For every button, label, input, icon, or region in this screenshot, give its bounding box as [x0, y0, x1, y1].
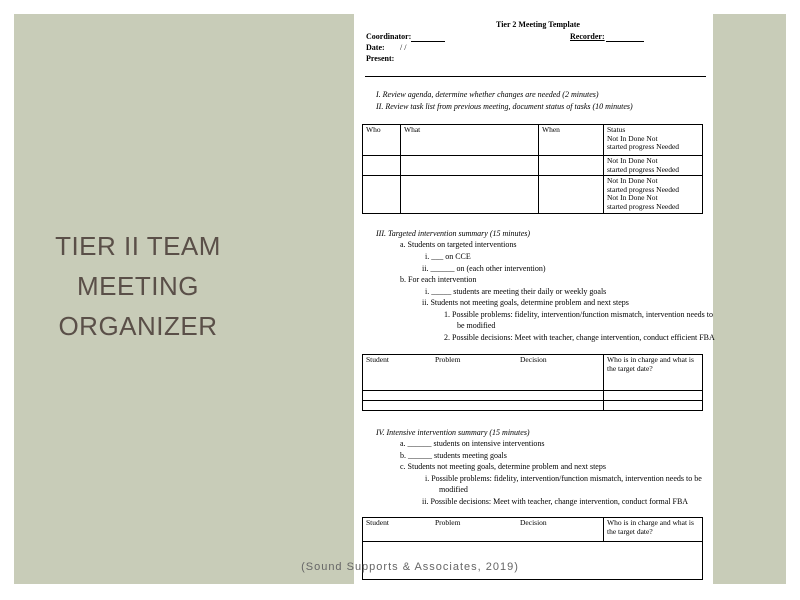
slide-title-line: TIER II TEAM: [55, 231, 221, 261]
date-value: / /: [400, 43, 407, 52]
table-header-problem: Problem: [435, 355, 461, 364]
status-heading: Status: [607, 125, 626, 134]
intensive-c-i-cont: modified: [439, 485, 468, 494]
status-options-line: started progress Needed: [607, 164, 680, 174]
recorder-blank: [606, 41, 644, 42]
table-header-who: Who: [363, 125, 401, 156]
citation-caption: (Sound Supports & Associates, 2019): [301, 561, 519, 573]
document-title: Tier 2 Meeting Template: [496, 20, 580, 29]
table-header-student: Student: [366, 355, 389, 364]
status-options-line: Not In Done Not: [607, 133, 658, 143]
student-table-2-header-group: [363, 518, 604, 542]
agenda-item-2: II. Review task list from previous meeting, document status of tasks (10 minutes): [376, 102, 633, 111]
table-row: [363, 401, 703, 411]
intensive-c-i: i. Possible problems: fidelity, intervention/function mismatch, intervention needs to be: [425, 474, 702, 483]
targeted-b-ii-1: 1. Possible problems: fidelity, intervention/function mismatch, intervention needs to: [444, 310, 713, 319]
table-row: [363, 391, 703, 401]
targeted-a-ii: ii. ______ on (each other intervention): [422, 264, 546, 273]
targeted-b-ii: ii. Students not meeting goals, determine problem and next steps: [422, 298, 629, 307]
slide-title: [14, 226, 262, 346]
table-header-decision: Decision: [520, 355, 547, 364]
status-options-line: started progress Needed: [607, 184, 680, 194]
intensive-c: c. Students not meeting goals, determine problem and next steps: [400, 462, 606, 471]
status-options-line: Not In Done Not: [607, 193, 658, 202]
targeted-a: a. Students on targeted interventions: [400, 240, 517, 249]
targeted-b: b. For each intervention: [400, 275, 477, 284]
student-table-header-group: [363, 355, 604, 391]
slide-title-line: MEETING: [77, 271, 199, 301]
right-panel: [713, 14, 786, 584]
table-header-in-charge: Who is in charge and what is the target date?: [604, 518, 703, 542]
table-row: [363, 176, 703, 214]
table-header-student: Student: [366, 518, 389, 527]
table-header-problem: Problem: [435, 518, 461, 527]
status-options-line: Not In Done Not: [607, 176, 658, 185]
slide-title-line: ORGANIZER: [58, 311, 218, 341]
targeted-b-i: i. _____ students are meeting their daily or weekly goals: [425, 287, 607, 296]
agenda-item-1: I. Review agenda, determine whether changes are needed (2 minutes): [376, 90, 599, 99]
student-table: [362, 354, 703, 411]
coordinator-label: Coordinator:: [366, 32, 412, 41]
table-header-status: [604, 125, 703, 156]
intensive-heading: IV. Intensive intervention summary (15 minutes): [376, 428, 530, 437]
header-divider: [365, 76, 706, 77]
table-header-decision: Decision: [520, 518, 547, 527]
intensive-a: a. ______ students on intensive interventions: [400, 439, 545, 448]
task-table: [362, 124, 703, 214]
recorder-label: Recorder:: [570, 32, 605, 41]
table-header-in-charge: Who is in charge and what is the target date?: [604, 355, 703, 391]
status-options-line: started progress Needed: [607, 201, 680, 211]
present-label: Present:: [366, 54, 395, 63]
intensive-c-ii: ii. Possible decisions: Meet with teacher, change intervention, conduct formal FBA: [422, 497, 689, 506]
status-options-line: started progress Needed: [607, 142, 680, 151]
targeted-b-ii-2: 2. Possible decisions: Meet with teacher, change intervention, conduct efficient FBA: [444, 333, 715, 342]
targeted-b-ii-1-cont: be modified: [457, 321, 496, 330]
table-header-what: What: [401, 125, 539, 156]
status-options-line: Not In Done Not: [607, 156, 658, 165]
table-header-when: When: [539, 125, 604, 156]
targeted-a-i: i. ___ on CCE: [425, 252, 471, 261]
date-label: Date:: [366, 43, 385, 52]
coordinator-blank: [411, 41, 445, 42]
document-page: [354, 14, 713, 584]
intensive-b: b. ______ students meeting goals: [400, 451, 507, 460]
table-row: [363, 156, 703, 176]
targeted-heading: III. Targeted intervention summary (15 minutes): [376, 229, 531, 238]
